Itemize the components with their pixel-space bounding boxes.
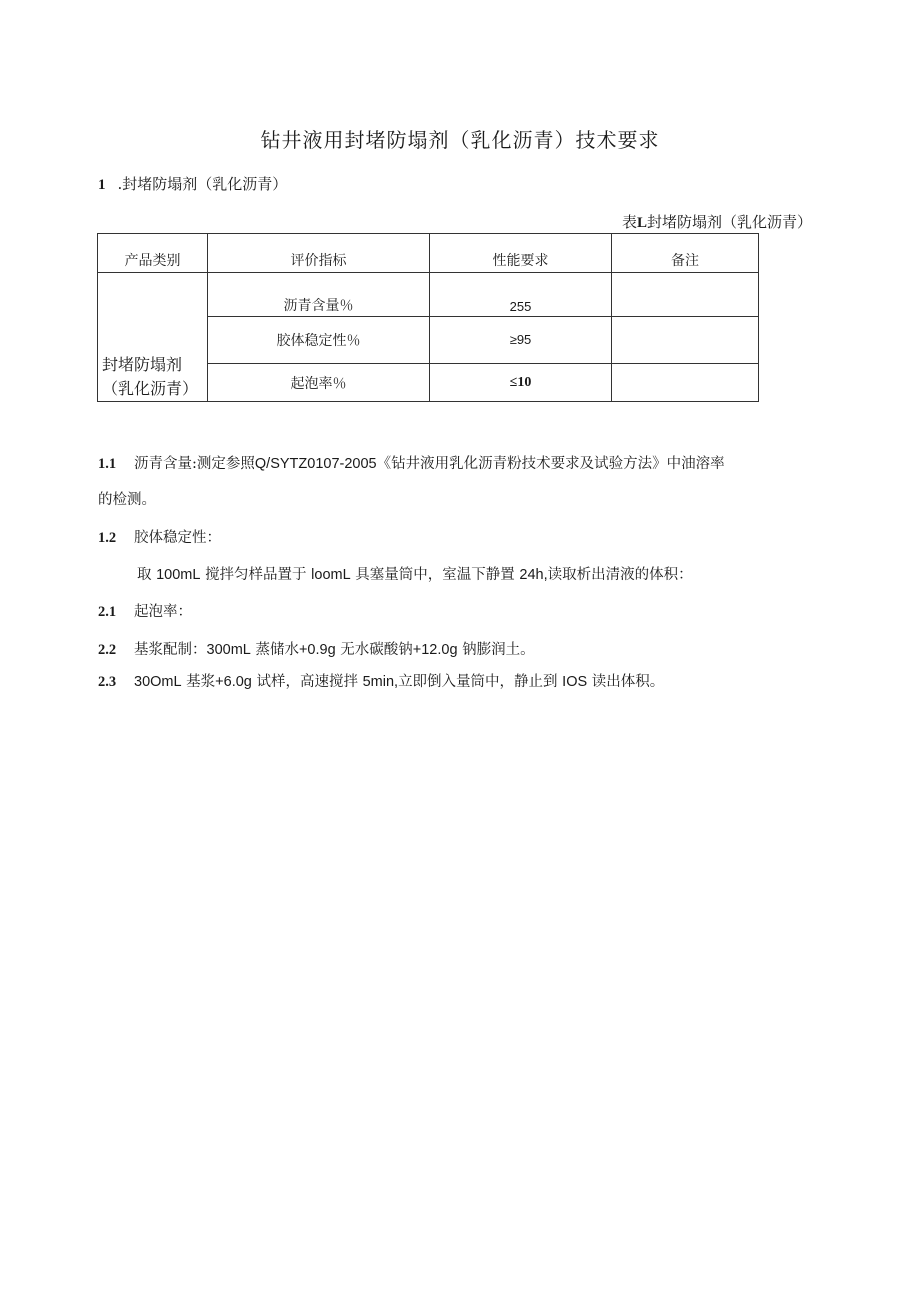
header-requirement: 性能要求 [430,234,612,273]
paragraph-2-3 [98,670,664,691]
para-text: 沥青含量:测定参照 [134,456,255,472]
metric-cell: 沥青含量％ [208,273,430,317]
table-row [98,273,759,317]
para-value: +0.9g [298,642,336,658]
requirement-value: ≥95 [509,332,532,347]
para-value: loomL [311,567,351,583]
para-text: 《钻井液用乳化沥青粉技术要求及试验方法》中油溶率 [376,456,725,472]
table-header-row [98,234,759,273]
para-number: 2.2 [98,642,117,658]
para-number: 2.1 [98,604,117,620]
para-value: 5min, [362,674,399,690]
header-metric: 评价指标 [208,234,430,273]
section-label: .封堵防塌剂（乳化沥青） [117,175,288,193]
para-value: +6.0g [215,674,252,690]
note-cell [612,273,759,317]
para-value: 30OmL [134,674,182,690]
paragraph-2-1 [98,600,192,621]
paragraph-1-2-body [137,563,693,584]
para-text: 基浆配制： [134,642,207,658]
para-number: 2.3 [98,674,117,690]
para-text: 基浆 [186,674,216,690]
caption-text: 封堵防塌剂（乳化沥青） [646,213,812,231]
metric-cell: 起泡率％ [208,364,430,402]
requirement-cell [430,364,612,402]
para-value: IOS [562,674,588,690]
para-number: 1.1 [98,456,117,472]
header-category: 产品类别 [98,234,208,273]
para-text: 读取析出清液的体积： [547,567,693,583]
para-text: 取 [137,567,152,583]
requirement-value: ≤10 [509,375,532,390]
para-value: 24h, [519,567,548,583]
note-cell [612,317,759,364]
section-number: 1 [98,177,106,193]
document-title: 钻井液用封堵防塌剂（乳化沥青）技术要求 [260,128,660,152]
caption-number: L [636,215,647,231]
para-text: 搅拌匀样品置于 [205,567,307,583]
para-text: 读出体积。 [591,674,665,690]
standard-code: Q/SYTZ0107-2005 [254,456,377,472]
note-cell [612,364,759,402]
para-text: 蒸储水 [255,642,299,658]
para-value: 300mL [206,642,251,658]
category-cell: 封堵防塌剂（乳化沥青） [98,273,208,402]
spec-table [97,233,759,402]
requirement-cell [430,317,612,364]
table-caption [622,211,812,232]
paragraph-1-1 [98,452,725,473]
para-text: 试样，高速搅拌 [256,674,358,690]
para-text: 钠膨润土。 [462,642,535,658]
caption-prefix: 表 [621,213,637,231]
requirement-cell [430,273,612,317]
section-1-heading [98,173,287,194]
paragraph-1-1-continued: 的检测。 [98,492,156,508]
para-text: 立即倒入量筒中，静止到 [398,674,558,690]
para-value: +12.0g [412,642,458,658]
paragraph-1-2 [98,526,221,547]
para-text: 起泡率： [134,604,192,620]
paragraph-2-2 [98,638,535,659]
para-text: 无水碳酸钠 [340,642,413,658]
para-text: 胶体稳定性： [134,530,221,546]
para-number: 1.2 [98,530,117,546]
metric-cell: 胶体稳定性％ [208,317,430,364]
para-value: 100mL [156,567,201,583]
header-note: 备注 [612,234,759,273]
para-text: 具塞量筒中，室温下静置 [355,567,515,583]
requirement-value: 255 [509,299,532,314]
